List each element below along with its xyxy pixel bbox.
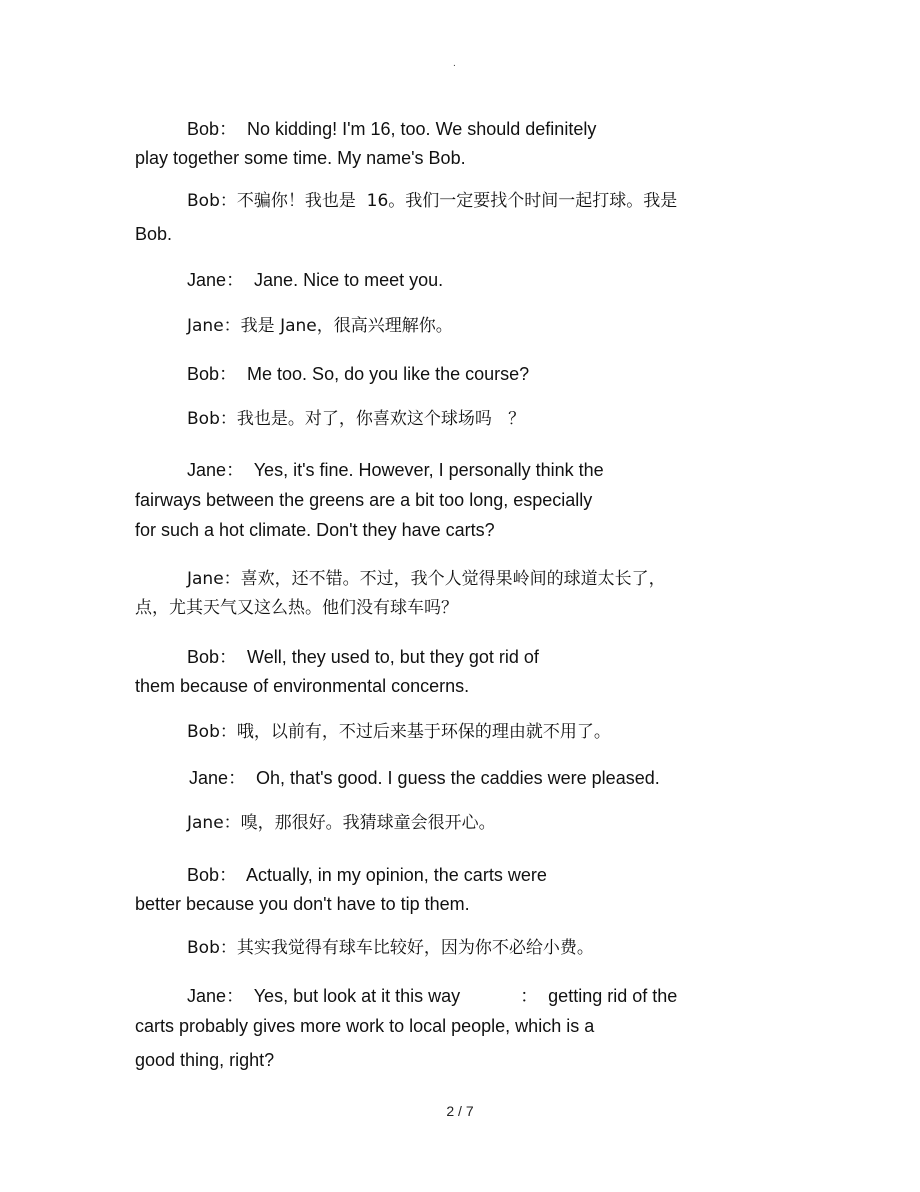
dialogue-line-bob-en: Bob： Well, they used to, but they got rid of [187,647,539,667]
dialogue-line-jane-en: Jane： Jane. Nice to meet you. [187,270,444,290]
dialogue-line-continuation: play together some time. My name's Bob. [135,148,466,168]
dialogue-line-bob-en: Bob： Actually, in my opinion, the carts were [187,865,547,885]
dialogue-line-continuation: carts probably gives more work to local people, which is a [135,1016,595,1036]
dialogue-line-continuation: 点，尤其天气又这么热。他们没有球车吗？ [135,598,458,618]
dialogue-line-jane-en: Jane： Oh, that's good. I guess the caddies were pleased. [189,768,660,788]
dialogue-line-jane-en: Jane： Yes, it's fine. However, I personally think the [187,460,604,480]
header-mark: . [453,58,456,69]
page-number: 2 / 7 [446,1103,474,1119]
dialogue-line-continuation: Bob. [135,224,173,244]
dialogue-line-continuation: good thing, right? [135,1050,275,1070]
dialogue-line-bob-zh: Bob：其实我觉得有球车比较好，因为你不必给小费。 [187,938,594,958]
dialogue-line-bob-zh: Bob：不骗你！我也是 16。我们一定要找个时间一起打球。我是 [187,191,678,211]
dialogue-line-bob-en: Bob： No kidding! I'm 16, too. We should definitely [187,119,597,139]
dialogue-line-continuation: for such a hot climate. Don't they have carts? [135,520,495,540]
dialogue-line-bob-zh: Bob：哦，以前有，不过后来基于环保的理由就不用了。 [187,722,611,742]
dialogue-line-jane-zh: Jane：嗅，那很好。我猜球童会很开心。 [187,813,496,833]
dialogue-line-continuation: better because you don't have to tip them. [135,894,470,914]
dialogue-line-continuation: fairways between the greens are a bit too long, especially [135,490,593,510]
dialogue-line-jane-en: Jane： Yes, but look at it this way ： getting rid of the [187,986,678,1006]
dialogue-line-continuation: them because of environmental concerns. [135,676,470,696]
dialogue-line-jane-zh: Jane：喜欢，还不错。不过，我个人觉得果岭间的球道太长了， [187,569,666,589]
dialogue-line-bob-en: Bob： Me too. So, do you like the course? [187,364,530,384]
dialogue-line-bob-zh: Bob：我也是。对了，你喜欢这个球场吗 ？ [187,409,526,429]
dialogue-line-jane-zh: Jane：我是 Jane，很高兴理解你。 [187,316,453,336]
